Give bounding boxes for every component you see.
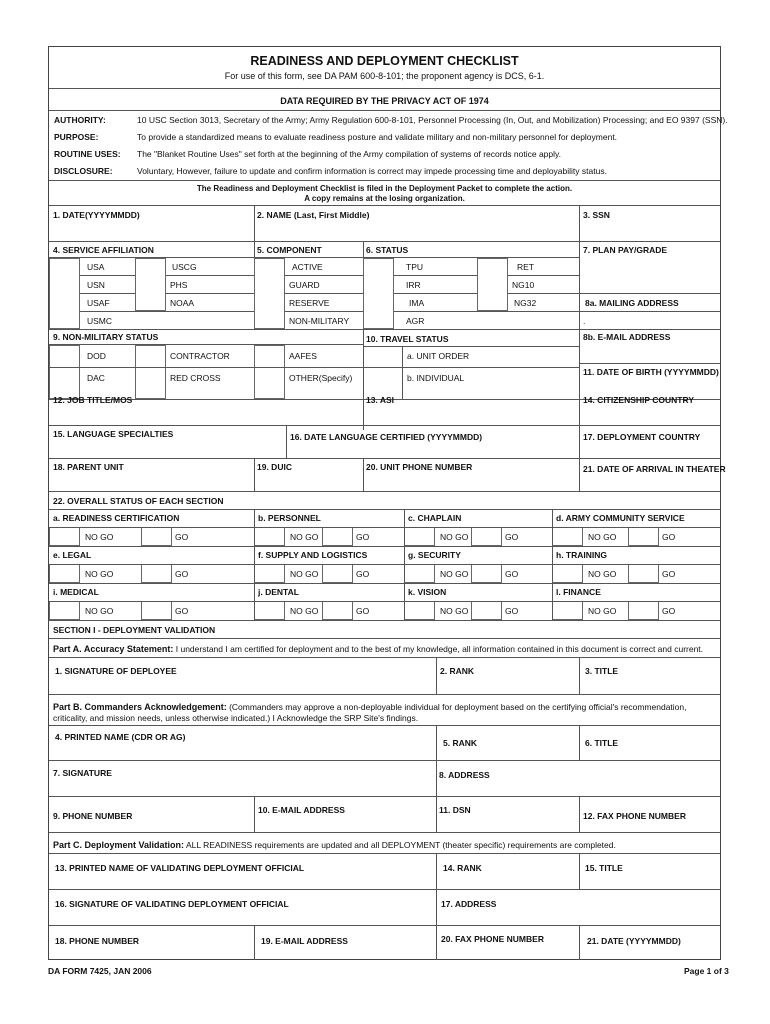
status-nogo-checkbox-training[interactable] (552, 564, 583, 583)
field-printed-name-13[interactable]: 13. PRINTED NAME OF VALIDATING DEPLOYMENT OFFICIAL (55, 863, 305, 873)
privacy-label-routine: ROUTINE USES: (54, 149, 121, 159)
status-nogo-label: NO GO (85, 569, 114, 579)
status-go-checkbox-vision[interactable] (471, 601, 502, 620)
service-usaf[interactable]: USAF (87, 298, 110, 308)
status-nogo-checkbox-medical[interactable] (49, 601, 80, 620)
field-travel-status: 10. TRAVEL STATUS (366, 334, 449, 344)
status-go-label: GO (662, 606, 676, 616)
status-go-checkbox-chaplain[interactable] (471, 527, 502, 546)
status-nogo-label: NO GO (85, 532, 114, 542)
field-citizenship[interactable]: 14. CITIZENSHIP COUNTRY (583, 395, 694, 405)
status-go-label: GO (662, 569, 676, 579)
nonmil-other[interactable]: OTHER(Specify) (289, 373, 353, 383)
component-non-military[interactable]: NON-MILITARY (289, 316, 350, 326)
status-go-label: GO (175, 532, 189, 542)
status-nogo-checkbox-legal[interactable] (49, 564, 80, 583)
form-id: DA FORM 7425, JAN 2006 (48, 966, 152, 976)
field-job-title[interactable]: 12. JOB TITLE/MOS (53, 395, 133, 405)
field-date-21[interactable]: 21. DATE (YYYYMMDD) (587, 936, 681, 946)
status-nogo-checkbox-security[interactable] (404, 564, 435, 583)
field-title-3[interactable]: 3. TITLE (585, 666, 619, 676)
part-c-statement (53, 841, 616, 850)
status-go-checkbox-finance[interactable] (628, 601, 659, 620)
part-a-text: I understand I am certified for deployment and to the best of my knowledge, all information contained in this document is correct and current. (175, 644, 704, 654)
field-language-date[interactable]: 16. DATE LANGUAGE CERTIFIED (YYYYMMDD) (290, 432, 483, 442)
field-component: 5. COMPONENT (257, 245, 322, 255)
status-label-finance: l. FINANCE (556, 587, 601, 597)
field-deployment-country[interactable]: 17. DEPLOYMENT COUNTRY (583, 432, 701, 442)
service-usn[interactable]: USN (87, 280, 105, 290)
status-checkbox-col2[interactable] (477, 258, 508, 311)
field-asi[interactable]: 13. ASI (366, 395, 395, 405)
status-go-label: GO (505, 606, 519, 616)
status-label-dental: j. DENTAL (258, 587, 299, 597)
field-plan-pay[interactable]: 7. PLAN PAY/GRADE (583, 245, 668, 255)
component-reserve[interactable]: RESERVE (289, 298, 330, 308)
status-go-checkbox-training[interactable] (628, 564, 659, 583)
status-go-checkbox-security[interactable] (471, 564, 502, 583)
field-address-8[interactable]: 8. ADDRESS (439, 770, 490, 780)
status-go-checkbox-medical[interactable] (141, 601, 172, 620)
status-label-medical: i. MEDICAL (53, 587, 99, 597)
field-signature-deployee[interactable]: 1. SIGNATURE OF DEPLOYEE (55, 666, 177, 676)
field-email-10[interactable]: 10. E-MAIL ADDRESS (258, 805, 345, 815)
status-label-personnel: b. PERSONNEL (258, 513, 321, 523)
status-nogo-label: NO GO (290, 532, 319, 542)
status-irr[interactable]: IRR (406, 280, 421, 290)
field-duic[interactable]: 19. DUIC (257, 462, 292, 472)
status-go-label: GO (505, 532, 519, 542)
status-go-checkbox-dental[interactable] (322, 601, 353, 620)
status-nogo-checkbox-dental[interactable] (254, 601, 285, 620)
privacy-text-purpose: To provide a standardized means to evaluate readiness posture and validate military and non-military personnel for deployment. (137, 132, 618, 142)
status-nogo-checkbox-readiness[interactable] (49, 527, 80, 546)
status-label-acs: d. ARMY COMMUNITY SERVICE (556, 513, 685, 523)
field-language[interactable]: 15. LANGUAGE SPECIALTIES (53, 429, 174, 439)
nonmil-red-cross[interactable]: RED CROSS (170, 373, 221, 383)
status-label-legal: e. LEGAL (53, 550, 92, 560)
service-usmc[interactable]: USMC (87, 316, 113, 326)
field-email-19[interactable]: 19. E-MAIL ADDRESS (261, 936, 348, 946)
status-nogo-checkbox-acs[interactable] (552, 527, 583, 546)
status-nogo-label: NO GO (290, 606, 319, 616)
field-fax-20[interactable]: 20. FAX PHONE NUMBER (441, 934, 544, 944)
status-go-label: GO (175, 569, 189, 579)
status-go-label: GO (662, 532, 676, 542)
field-dob[interactable]: 11. DATE OF BIRTH (YYYYMMDD) (583, 367, 719, 377)
form-subtitle: For use of this form, see DA PAM 600-8-101; the proponent agency is DCS, 6-1. (224, 71, 545, 81)
section1-title: SECTION I - DEPLOYMENT VALIDATION (53, 625, 216, 635)
status-agr[interactable]: AGR (406, 316, 425, 326)
field-unit-phone[interactable]: 20. UNIT PHONE NUMBER (366, 462, 473, 472)
checklist-form (48, 46, 728, 960)
status-label-vision: k. VISION (408, 587, 447, 597)
status-go-label: GO (356, 569, 370, 579)
status-tpu[interactable]: TPU (406, 262, 423, 272)
nonmil-dod[interactable]: DOD (87, 351, 106, 361)
part-b-title: Part B. Commanders Acknowledgement: (53, 702, 227, 712)
status-nogo-checkbox-finance[interactable] (552, 601, 583, 620)
privacy-label-purpose: PURPOSE: (54, 132, 99, 142)
status-nogo-checkbox-personnel[interactable] (254, 527, 285, 546)
notice-line-1: The Readiness and Deployment Checklist is filed in the Deployment Packet to complete the action. (196, 184, 573, 193)
status-ret[interactable]: RET (517, 262, 534, 272)
privacy-text-routine: The "Blanket Routine Uses" set forth at the beginning of the Army compilation of systems of records notice apply. (137, 149, 562, 159)
field-ssn[interactable]: 3. SSN (583, 210, 610, 220)
status-go-checkbox-legal[interactable] (141, 564, 172, 583)
status-section-title: 22. OVERALL STATUS OF EACH SECTION (53, 496, 224, 506)
status-go-checkbox-personnel[interactable] (322, 527, 353, 546)
status-label-readiness: a. READINESS CERTIFICATION (53, 513, 180, 523)
field-printed-name-cdr[interactable]: 4. PRINTED NAME (CDR OR AG) (55, 732, 186, 742)
status-nogo-label: NO GO (588, 532, 617, 542)
field-title-15[interactable]: 15. TITLE (585, 863, 623, 873)
part-c-text: ALL READINESS requirements are updated and all DEPLOYMENT (theater specific) requirements are completed. (185, 840, 616, 850)
field-date[interactable]: 1. DATE(YYYYMMDD) (53, 210, 140, 220)
status-ng32[interactable]: NG32 (514, 298, 537, 308)
field-dsn-11[interactable]: 11. DSN (439, 805, 471, 815)
nonmil-dac[interactable]: DAC (87, 373, 105, 383)
field-signature-7[interactable]: 7. SIGNATURE (53, 768, 112, 778)
nonmil-checkbox-col1[interactable] (49, 345, 80, 399)
notice-line-2: A copy remains at the losing organization. (304, 194, 465, 203)
status-go-label: GO (505, 569, 519, 579)
field-service-affiliation: 4. SERVICE AFFILIATION (53, 245, 154, 255)
field-rank-2[interactable]: 2. RANK (440, 666, 475, 676)
status-go-checkbox-supply[interactable] (322, 564, 353, 583)
component-checkbox[interactable] (254, 258, 285, 329)
field-rank-14[interactable]: 14. RANK (443, 863, 482, 873)
status-nogo-label: NO GO (588, 569, 617, 579)
nonmil-checkbox-col2[interactable] (135, 345, 166, 399)
privacy-label-disclosure: DISCLOSURE: (54, 166, 113, 176)
part-a-title: Part A. Accuracy Statement: (53, 644, 174, 654)
status-nogo-checkbox-chaplain[interactable] (404, 527, 435, 546)
status-go-label: GO (356, 532, 370, 542)
component-active[interactable]: ACTIVE (292, 262, 323, 272)
nonmil-checkbox-col3[interactable] (254, 345, 285, 399)
status-checkbox-col1[interactable] (363, 258, 394, 329)
status-nogo-label: NO GO (588, 606, 617, 616)
component-guard[interactable]: GUARD (289, 280, 320, 290)
field-arrival-date[interactable]: 21. DATE OF ARRIVAL IN THEATER (583, 464, 726, 474)
field-rank-5[interactable]: 5. RANK (443, 738, 478, 748)
travel-individual[interactable]: b. INDIVIDUAL (407, 373, 465, 383)
field-phone-18[interactable]: 18. PHONE NUMBER (55, 936, 140, 946)
mailing-dot: . (583, 316, 586, 326)
field-address-17[interactable]: 17. ADDRESS (441, 899, 497, 909)
status-go-checkbox-acs[interactable] (628, 527, 659, 546)
field-mailing-address[interactable]: 8a. MAILING ADDRESS (585, 298, 679, 308)
service-usa[interactable]: USA (87, 262, 105, 272)
field-name[interactable]: 2. NAME (Last, First Middle) (257, 210, 370, 220)
status-nogo-label: NO GO (85, 606, 114, 616)
status-nogo-label: NO GO (290, 569, 319, 579)
status-label-chaplain: c. CHAPLAIN (408, 513, 462, 523)
status-go-label: GO (175, 606, 189, 616)
part-b-statement (53, 702, 717, 724)
part-a-statement (53, 645, 703, 654)
status-ima[interactable]: IMA (409, 298, 425, 308)
status-nogo-label: NO GO (440, 606, 469, 616)
status-nogo-label: NO GO (440, 569, 469, 579)
field-phone-9[interactable]: 9. PHONE NUMBER (53, 811, 133, 821)
status-label-security: g. SECURITY (408, 550, 461, 560)
part-c-title: Part C. Deployment Validation: (53, 840, 185, 850)
nonmil-aafes[interactable]: AAFES (289, 351, 317, 361)
field-parent-unit[interactable]: 18. PARENT UNIT (53, 462, 124, 472)
status-go-checkbox-readiness[interactable] (141, 527, 172, 546)
field-fax-12[interactable]: 12. FAX PHONE NUMBER (583, 811, 686, 821)
field-status: 6. STATUS (366, 245, 409, 255)
field-non-military-status: 9. NON-MILITARY STATUS (53, 332, 159, 342)
travel-unit-order[interactable]: a. UNIT ORDER (407, 351, 470, 361)
service-uscg[interactable]: USCG (172, 262, 197, 272)
field-email[interactable]: 8b. E-MAIL ADDRESS (583, 332, 671, 342)
field-title-6[interactable]: 6. TITLE (585, 738, 619, 748)
service-checkbox-col1[interactable] (49, 258, 80, 329)
field-signature-16[interactable]: 16. SIGNATURE OF VALIDATING DEPLOYMENT OFFICIAL (55, 899, 289, 909)
part-b-text: (Commanders may approve a non-deployable individual for deployment based on the certifying official's recommendation, criticality, and mission needs, unless otherwise indicated.) I Acknowledge the SRP Site's findings. (53, 702, 687, 724)
nonmil-contractor[interactable]: CONTRACTOR (170, 351, 230, 361)
privacy-text-disclosure: Voluntary, However, failure to update and confirm information is correct may impede processing time and deployability status. (137, 166, 607, 176)
service-phs[interactable]: PHS (170, 280, 188, 290)
status-go-label: GO (356, 606, 370, 616)
service-noaa[interactable]: NOAA (170, 298, 195, 308)
status-nogo-checkbox-supply[interactable] (254, 564, 285, 583)
status-ng10[interactable]: NG10 (512, 280, 535, 290)
privacy-text-authority: 10 USC Section 3013, Secretary of the Army; Army Regulation 600-8-101, Personnel Processing (In, Out, and Mobilization) Processing; and EO 9397 (SSN). (137, 115, 728, 125)
status-label-supply: f. SUPPLY AND LOGISTICS (258, 550, 368, 560)
privacy-label-authority: AUTHORITY: (54, 115, 106, 125)
privacy-act-title: DATA REQUIRED BY THE PRIVACY ACT OF 1974 (280, 96, 489, 106)
page-number: Page 1 of 3 (684, 966, 729, 976)
status-nogo-label: NO GO (440, 532, 469, 542)
status-label-training: h. TRAINING (556, 550, 607, 560)
form-title: READINESS AND DEPLOYMENT CHECKLIST (250, 54, 519, 68)
status-nogo-checkbox-vision[interactable] (404, 601, 435, 620)
service-checkbox-col2[interactable] (135, 258, 166, 311)
